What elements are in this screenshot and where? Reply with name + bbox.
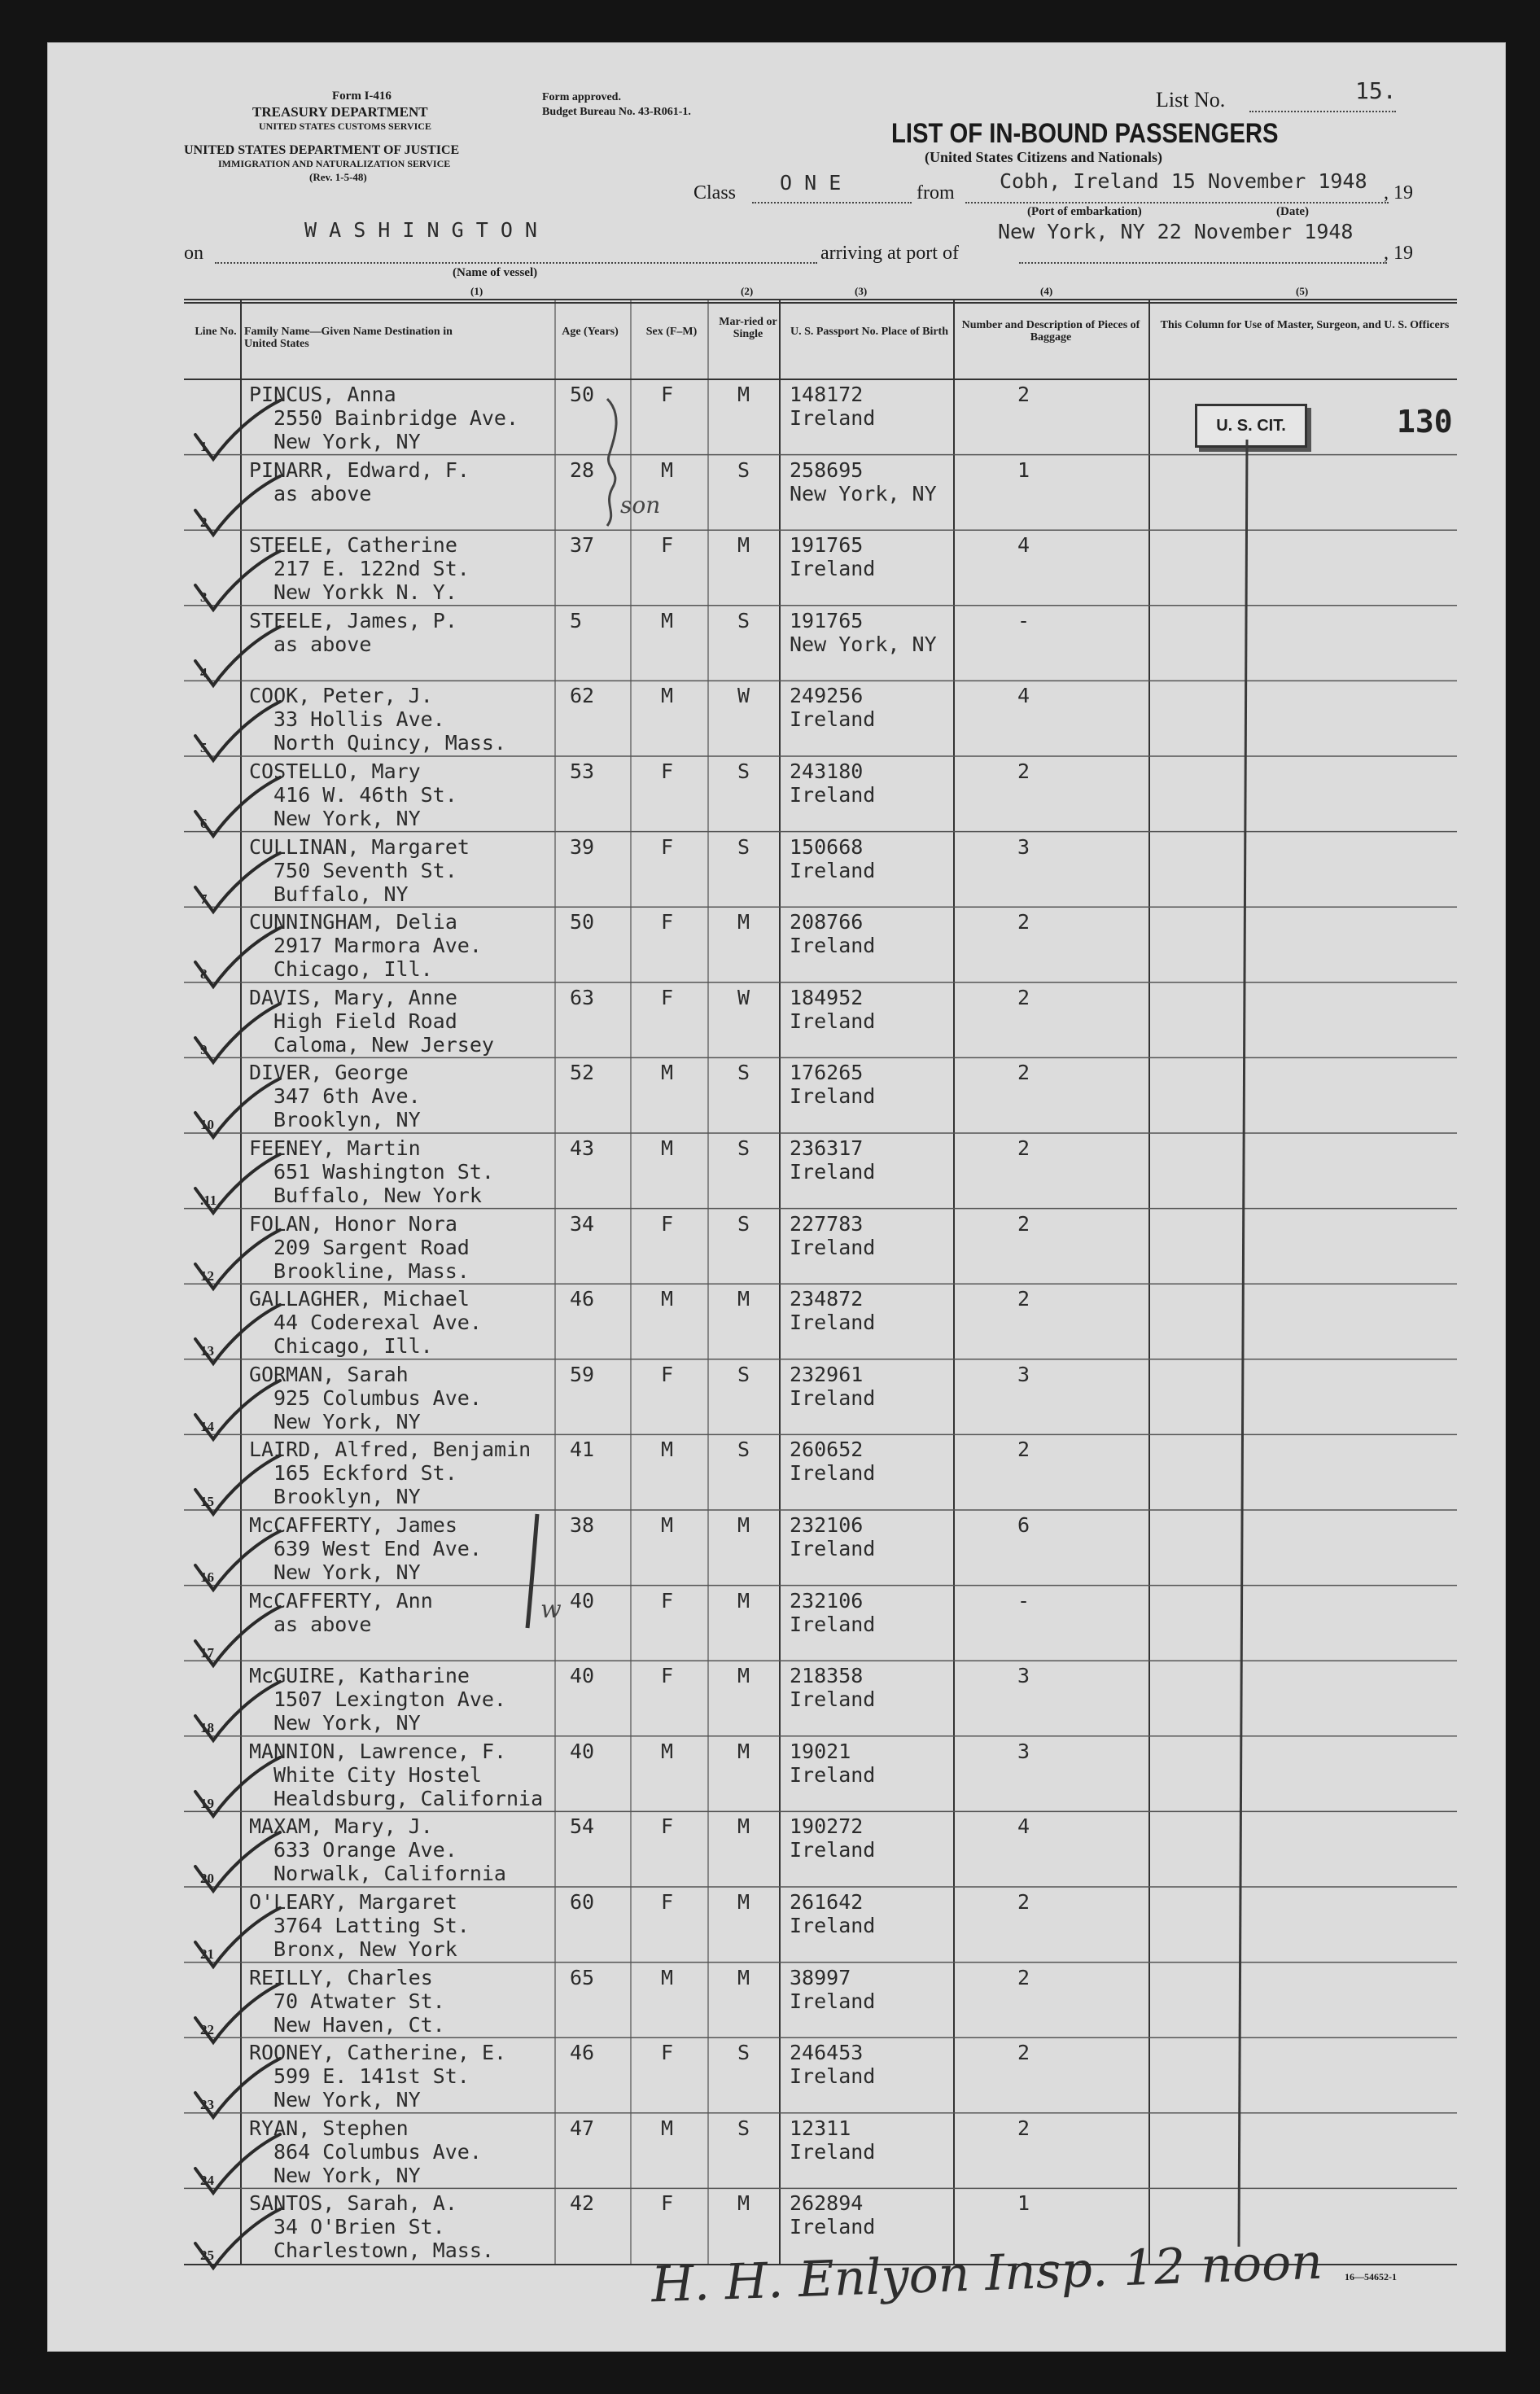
passenger-name: DAVIS, Mary, Anne — [249, 985, 457, 1009]
place-of-birth: Ireland — [790, 1235, 876, 1259]
sex-cell: F — [661, 2191, 674, 2216]
sex-cell: M — [661, 1438, 674, 1462]
age-cell: 60 — [570, 1890, 595, 1914]
address-line-2: New York, NY — [273, 1711, 421, 1735]
sex-cell: F — [661, 383, 674, 406]
passenger-name: FOLAN, Honor Nora — [249, 1211, 457, 1236]
baggage-count: 2 — [1017, 759, 1030, 783]
baggage-count: 6 — [1017, 1513, 1030, 1537]
us-citizen-stamp: U. S. CIT. — [1195, 404, 1307, 448]
colnum-4: (4) — [1040, 285, 1053, 297]
budget-bureau: Budget Bureau No. 43-R061-1. — [542, 106, 691, 118]
passport-number: 12311 — [790, 2116, 851, 2140]
marital-status-cell: M — [737, 1890, 750, 1914]
passport-number: 260652 — [790, 1438, 864, 1462]
place-of-birth: Ireland — [790, 2215, 876, 2239]
from-label: from — [917, 182, 955, 204]
line-number: 3 — [200, 589, 208, 606]
handwritten-w: w — [540, 1595, 562, 1624]
baggage-count: 2 — [1017, 985, 1030, 1009]
baggage-count: 2 — [1017, 1438, 1030, 1462]
sex-cell: F — [661, 2041, 674, 2065]
address-line-1: as above — [273, 481, 372, 505]
line-number: 2 — [200, 514, 208, 530]
age-cell: 34 — [570, 1211, 595, 1236]
passport-number: 184952 — [790, 985, 864, 1009]
address-line-1: 165 Eckford St. — [273, 1461, 457, 1486]
line-number: 4 — [200, 664, 208, 681]
form-number: Form I-416 — [332, 90, 392, 103]
address-line-2: New York, NY — [273, 807, 421, 830]
line-number: 6 — [200, 816, 208, 831]
address-line-1: as above — [273, 1612, 372, 1636]
place-of-birth: Ireland — [790, 934, 876, 958]
justice-department: UNITED STATES DEPARTMENT OF JUSTICE — [184, 143, 460, 157]
passenger-name: STEELE, Catherine — [249, 533, 457, 558]
marital-status-cell: S — [737, 2116, 750, 2140]
address-line-2: New York, NY — [273, 1560, 421, 1584]
passport-number: 262894 — [790, 2191, 864, 2216]
passenger-name: SANTOS, Sarah, A. — [249, 2191, 457, 2216]
address-line-1: 217 E. 122nd St. — [273, 557, 470, 581]
line-number: 22 — [200, 2021, 214, 2037]
passenger-name: McGUIRE, Katharine — [249, 1664, 470, 1688]
passenger-name: COOK, Peter, J. — [249, 684, 433, 708]
sex-cell: F — [661, 1890, 674, 1914]
address-line-1: 416 W. 46th St. — [273, 783, 457, 807]
address-line-2: New York, NY — [273, 430, 421, 453]
customs-service: UNITED STATES CUSTOMS SERVICE — [259, 120, 431, 132]
age-cell: 5 — [570, 608, 583, 632]
address-line-1: 70 Atwater St. — [273, 1989, 445, 2013]
baggage-count: 4 — [1017, 533, 1030, 558]
form-revision: (Rev. 1-5-48) — [309, 171, 367, 183]
baggage-count: 1 — [1017, 2191, 1030, 2216]
marital-status-cell: M — [737, 1513, 750, 1537]
vessel-name: W A S H I N G T O N — [304, 218, 537, 242]
address-line-2: Healdsburg, California — [273, 1786, 544, 1810]
place-of-birth: Ireland — [790, 1461, 876, 1486]
marital-status-cell: S — [737, 1136, 750, 1160]
address-line-2: New Haven, Ct. — [273, 2012, 445, 2037]
year-suffix-1: , 19 — [1384, 182, 1413, 204]
col-header-name: Family Name—Given Name Destination in United States — [244, 326, 453, 350]
address-line-2: Chicago, Ill. — [273, 1334, 433, 1359]
place-of-birth: Ireland — [790, 858, 876, 882]
age-cell: 43 — [570, 1136, 595, 1160]
passenger-name: FEENEY, Martin — [249, 1136, 421, 1160]
colnum-1: (1) — [470, 285, 483, 297]
arrival-value: New York, NY 22 November 1948 — [998, 220, 1354, 243]
vessel-caption: (Name of vessel) — [453, 266, 538, 279]
marital-status-cell: S — [737, 2041, 750, 2065]
baggage-count: 3 — [1017, 834, 1030, 859]
address-line-2: New Yorkk N. Y. — [273, 580, 457, 605]
passenger-name: CUNNINGHAM, Delia — [249, 910, 457, 934]
year-suffix-2: , 19 — [1384, 243, 1413, 264]
embark-value: Cobh, Ireland 15 November 1948 — [1000, 169, 1367, 193]
address-line-2: Buffalo, NY — [273, 882, 409, 906]
col-header-officers: This Column for Use of Master, Surgeon, and U. S. Officers — [1160, 319, 1450, 331]
address-line-2: Chicago, Ill. — [273, 957, 433, 982]
address-line-1: 925 Columbus Ave. — [273, 1385, 482, 1410]
passenger-name: GALLAGHER, Michael — [249, 1287, 470, 1311]
marital-status-cell: M — [737, 1287, 750, 1311]
sex-cell: M — [661, 608, 674, 632]
age-cell: 62 — [570, 684, 595, 708]
place-of-birth: Ireland — [790, 783, 876, 807]
age-cell: 40 — [570, 1739, 595, 1763]
col-header-age: Age (Years) — [562, 326, 619, 338]
place-of-birth: New York, NY — [790, 481, 937, 505]
address-line-1: 3764 Latting St. — [273, 1914, 470, 1937]
vessel-line — [215, 262, 817, 264]
age-cell: 37 — [570, 533, 595, 558]
line-number: 14 — [200, 1418, 214, 1434]
address-line-2: Charlestown, Mass. — [273, 2239, 494, 2263]
passport-number: 232106 — [790, 1588, 864, 1613]
line-number: 24 — [200, 2172, 214, 2188]
address-line-1: 209 Sargent Road — [273, 1235, 470, 1259]
from-line — [965, 202, 1389, 204]
line-number: .11 — [200, 1193, 217, 1208]
passenger-name: GORMAN, Sarah — [249, 1362, 409, 1386]
ins-service: IMMIGRATION AND NATURALIZATION SERVICE — [218, 158, 451, 169]
baggage-count: 2 — [1017, 910, 1030, 934]
age-cell: 40 — [570, 1588, 595, 1613]
sex-cell: F — [661, 910, 674, 934]
address-line-1: 44 Coderexal Ave. — [273, 1311, 482, 1335]
age-cell: 38 — [570, 1513, 595, 1537]
age-cell: 46 — [570, 2041, 595, 2065]
marital-status-cell: S — [737, 1061, 750, 1085]
list-no-value: 15. — [1355, 77, 1397, 104]
line-number: 15 — [200, 1494, 214, 1510]
page-title: LIST OF IN-BOUND PASSENGERS — [891, 118, 1279, 149]
address-line-1: White City Hostel — [273, 1762, 482, 1787]
sex-cell: M — [661, 457, 674, 482]
col-header-passport: U. S. Passport No. Place of Birth — [790, 326, 949, 338]
place-of-birth: Ireland — [790, 707, 876, 732]
place-of-birth: Ireland — [790, 1762, 876, 1787]
marital-status-cell: M — [737, 1965, 750, 1989]
address-line-1: as above — [273, 632, 372, 656]
passport-number: 19021 — [790, 1739, 851, 1763]
handwritten-son: son — [620, 492, 661, 519]
line-number: 25 — [200, 2247, 214, 2264]
address-line-1: 651 Washington St. — [273, 1160, 494, 1184]
line-number: 8 — [200, 966, 208, 983]
marital-status-cell: M — [737, 1664, 750, 1688]
line-number: 23 — [200, 2097, 214, 2113]
place-of-birth: Ireland — [790, 1009, 876, 1033]
age-cell: 50 — [570, 383, 595, 406]
sex-cell: M — [661, 1513, 674, 1537]
sex-cell: M — [661, 1287, 674, 1311]
passport-number: 191765 — [790, 608, 864, 632]
marital-status-cell: M — [737, 1588, 750, 1613]
age-cell: 41 — [570, 1438, 595, 1462]
colnum-2: (2) — [741, 285, 754, 297]
passenger-name: PINARR, Edward, F. — [249, 457, 470, 482]
passenger-name: McCAFFERTY, Ann — [249, 1588, 433, 1613]
baggage-count: - — [1017, 1588, 1030, 1613]
address-line-1: High Field Road — [273, 1009, 457, 1033]
stamp-continuation-line — [1221, 440, 1270, 2263]
place-of-birth: Ireland — [790, 1084, 876, 1109]
place-of-birth: Ireland — [790, 2139, 876, 2164]
form-approved: Form approved. — [542, 91, 621, 103]
baggage-count: 2 — [1017, 1211, 1030, 1236]
marital-status-cell: M — [737, 533, 750, 558]
passenger-name: MAXAM, Mary, J. — [249, 1814, 433, 1839]
baggage-count: 3 — [1017, 1739, 1030, 1763]
passport-number: 38997 — [790, 1965, 851, 1989]
sex-cell: F — [661, 985, 674, 1009]
passenger-name: STEELE, James, P. — [249, 608, 457, 632]
on-label: on — [184, 243, 203, 264]
arriving-label: arriving at port of — [820, 243, 959, 264]
address-line-1: 347 6th Ave. — [273, 1084, 421, 1109]
marital-status-cell: W — [737, 985, 750, 1009]
passenger-name: REILLY, Charles — [249, 1965, 433, 1989]
age-cell: 54 — [570, 1814, 595, 1839]
sex-cell: F — [661, 1362, 674, 1386]
sex-cell: M — [661, 684, 674, 708]
passenger-name: McCAFFERTY, James — [249, 1513, 457, 1537]
age-cell: 50 — [570, 910, 595, 934]
passenger-count-note: 130 — [1397, 404, 1453, 440]
sex-cell: F — [661, 759, 674, 783]
page-subtitle: (United States Citizens and Nationals) — [925, 149, 1163, 165]
class-value: O N E — [780, 171, 842, 195]
address-line-1: 2917 Marmora Ave. — [273, 934, 482, 958]
checkmark-icon — [181, 2204, 287, 2278]
age-cell: 59 — [570, 1362, 595, 1386]
sex-cell: F — [661, 533, 674, 558]
line-number: 1 — [200, 439, 208, 454]
place-of-birth: Ireland — [790, 1838, 876, 1862]
marital-status-cell: S — [737, 1362, 750, 1386]
place-of-birth: Ireland — [790, 1612, 876, 1636]
passenger-name: O'LEARY, Margaret — [249, 1890, 457, 1914]
baggage-count: 2 — [1017, 2116, 1030, 2140]
baggage-count: 2 — [1017, 1965, 1030, 1989]
marital-status-cell: S — [737, 457, 750, 482]
address-line-1: 864 Columbus Ave. — [273, 2139, 482, 2164]
passport-number: 236317 — [790, 1136, 864, 1160]
passport-number: 218358 — [790, 1664, 864, 1688]
address-line-2: Bronx, New York — [273, 1937, 457, 1961]
marital-status-cell: S — [737, 759, 750, 783]
baggage-count: 2 — [1017, 383, 1030, 406]
list-no-line — [1249, 111, 1396, 112]
line-number: 20 — [200, 1871, 214, 1887]
line-number: 12 — [200, 1267, 214, 1284]
line-number: 18 — [200, 1720, 214, 1736]
col-header-married: Mar-ried or Single — [719, 316, 777, 340]
baggage-count: 2 — [1017, 1061, 1030, 1085]
address-line-2: North Quincy, Mass. — [273, 731, 506, 755]
col-header-baggage: Number and Description of Pieces of Baggage — [961, 319, 1140, 344]
passenger-name: ROONEY, Catherine, E. — [249, 2041, 507, 2065]
colnum-5: (5) — [1296, 285, 1309, 297]
sex-cell: M — [661, 1739, 674, 1763]
marital-status-cell: M — [737, 910, 750, 934]
passenger-name: CULLINAN, Margaret — [249, 834, 470, 859]
col-header-sex: Sex (F–M) — [645, 326, 698, 338]
class-line — [752, 202, 912, 204]
age-cell: 46 — [570, 1287, 595, 1311]
marital-status-cell: M — [737, 383, 750, 406]
baggage-count: 4 — [1017, 684, 1030, 708]
class-label: Class — [693, 182, 737, 204]
list-no-label: List No. — [1156, 88, 1226, 112]
sex-cell: M — [661, 1061, 674, 1085]
passport-number: 148172 — [790, 383, 864, 406]
baggage-count: 3 — [1017, 1664, 1030, 1688]
age-cell: 40 — [570, 1664, 595, 1688]
age-cell: 63 — [570, 985, 595, 1009]
baggage-count: 2 — [1017, 1287, 1030, 1311]
age-cell: 39 — [570, 834, 595, 859]
marital-status-cell: S — [737, 1438, 750, 1462]
sex-cell: F — [661, 1814, 674, 1839]
line-number: 19 — [200, 1795, 214, 1811]
line-number: 9 — [200, 1041, 208, 1057]
age-cell: 47 — [570, 2116, 595, 2140]
address-line-1: 2550 Bainbridge Ave. — [273, 406, 519, 430]
marital-status-cell: M — [737, 1739, 750, 1763]
baggage-count: 3 — [1017, 1362, 1030, 1386]
place-of-birth: Ireland — [790, 1160, 876, 1184]
marital-status-cell: M — [737, 2191, 750, 2216]
address-line-1: 599 E. 141st St. — [273, 2064, 470, 2089]
sex-cell: F — [661, 1211, 674, 1236]
inspector-signature: H. H. Enlyon Insp. 12 noon — [650, 2233, 1323, 2314]
passenger-name: PINCUS, Anna — [249, 383, 396, 406]
address-line-1: 639 West End Ave. — [273, 1537, 482, 1560]
passport-number: 261642 — [790, 1890, 864, 1914]
address-line-2: Caloma, New Jersey — [273, 1032, 494, 1057]
port-embark-caption: (Port of embarkation) — [1027, 205, 1142, 218]
address-line-1: 750 Seventh St. — [273, 858, 457, 882]
line-number: 21 — [200, 1946, 214, 1962]
passport-number: 246453 — [790, 2041, 864, 2065]
age-cell: 42 — [570, 2191, 595, 2216]
address-line-1: 633 Orange Ave. — [273, 1838, 457, 1862]
line-number: 5 — [200, 740, 208, 756]
treasury-department: TREASURY DEPARTMENT — [252, 104, 428, 120]
place-of-birth: Ireland — [790, 406, 876, 430]
place-of-birth: Ireland — [790, 1914, 876, 1937]
passport-number: 190272 — [790, 1814, 864, 1839]
address-line-2: Brooklyn, NY — [273, 1108, 421, 1132]
passport-number: 249256 — [790, 684, 864, 708]
sex-cell: M — [661, 1965, 674, 1989]
sex-cell: M — [661, 1136, 674, 1160]
age-cell: 53 — [570, 759, 595, 783]
address-line-2: New York, NY — [273, 1409, 421, 1433]
passport-number: 232961 — [790, 1362, 864, 1386]
place-of-birth: Ireland — [790, 1385, 876, 1410]
marital-status-cell: S — [737, 834, 750, 859]
baggage-count: 2 — [1017, 2041, 1030, 2065]
place-of-birth: Ireland — [790, 557, 876, 581]
sex-cell: F — [661, 834, 674, 859]
sex-cell: F — [661, 1588, 674, 1613]
passenger-name: LAIRD, Alfred, Benjamin — [249, 1438, 532, 1462]
place-of-birth: Ireland — [790, 1311, 876, 1335]
address-line-2: Norwalk, California — [273, 1862, 506, 1886]
place-of-birth: Ireland — [790, 1537, 876, 1560]
address-line-1: 34 O'Brien St. — [273, 2215, 445, 2239]
passenger-name: DIVER, George — [249, 1061, 409, 1085]
age-cell: 65 — [570, 1965, 595, 1989]
passport-number: 176265 — [790, 1061, 864, 1085]
baggage-count: 2 — [1017, 1890, 1030, 1914]
passport-number: 227783 — [790, 1211, 864, 1236]
col-header-line: Line No. — [195, 326, 237, 338]
address-line-1: 1507 Lexington Ave. — [273, 1687, 506, 1712]
baggage-count: 4 — [1017, 1814, 1030, 1839]
date-caption: (Date) — [1276, 205, 1309, 218]
baggage-count: - — [1017, 608, 1030, 632]
passport-number: 234872 — [790, 1287, 864, 1311]
place-of-birth: Ireland — [790, 2064, 876, 2089]
sex-cell: F — [661, 1664, 674, 1688]
marital-status-cell: S — [737, 1211, 750, 1236]
address-line-2: Brookline, Mass. — [273, 1258, 470, 1283]
address-line-2: Brooklyn, NY — [273, 1485, 421, 1509]
age-cell: 28 — [570, 457, 595, 482]
age-cell: 52 — [570, 1061, 595, 1085]
address-line-2: Buffalo, New York — [273, 1184, 482, 1207]
marital-status-cell: W — [737, 684, 750, 708]
print-code: 16—54652-1 — [1345, 2271, 1397, 2282]
passenger-name: RYAN, Stephen — [249, 2116, 409, 2140]
sex-cell: M — [661, 2116, 674, 2140]
passport-number: 191765 — [790, 533, 864, 558]
baggage-count: 2 — [1017, 1136, 1030, 1160]
arrival-line — [1019, 262, 1387, 264]
marital-status-cell: S — [737, 608, 750, 632]
line-number: 10 — [200, 1117, 214, 1133]
place-of-birth: Ireland — [790, 1687, 876, 1712]
place-of-birth: Ireland — [790, 1989, 876, 2013]
address-line-2: New York, NY — [273, 2163, 421, 2187]
passport-number: 258695 — [790, 457, 864, 482]
passport-number: 243180 — [790, 759, 864, 783]
line-number: 17 — [200, 1644, 214, 1661]
baggage-count: 1 — [1017, 457, 1030, 482]
address-line-2: New York, NY — [273, 2088, 421, 2112]
place-of-birth: New York, NY — [790, 632, 937, 656]
passport-number: 208766 — [790, 910, 864, 934]
marital-status-cell: M — [737, 1814, 750, 1839]
passenger-name: COSTELLO, Mary — [249, 759, 421, 783]
passenger-name: MANNION, Lawrence, F. — [249, 1739, 507, 1763]
address-line-1: 33 Hollis Ave. — [273, 707, 445, 732]
colnum-3: (3) — [855, 285, 868, 297]
line-number: 16 — [200, 1569, 214, 1585]
line-number: 7 — [200, 891, 208, 907]
passport-number: 232106 — [790, 1513, 864, 1537]
passport-number: 150668 — [790, 834, 864, 859]
line-number: 13 — [200, 1343, 214, 1359]
